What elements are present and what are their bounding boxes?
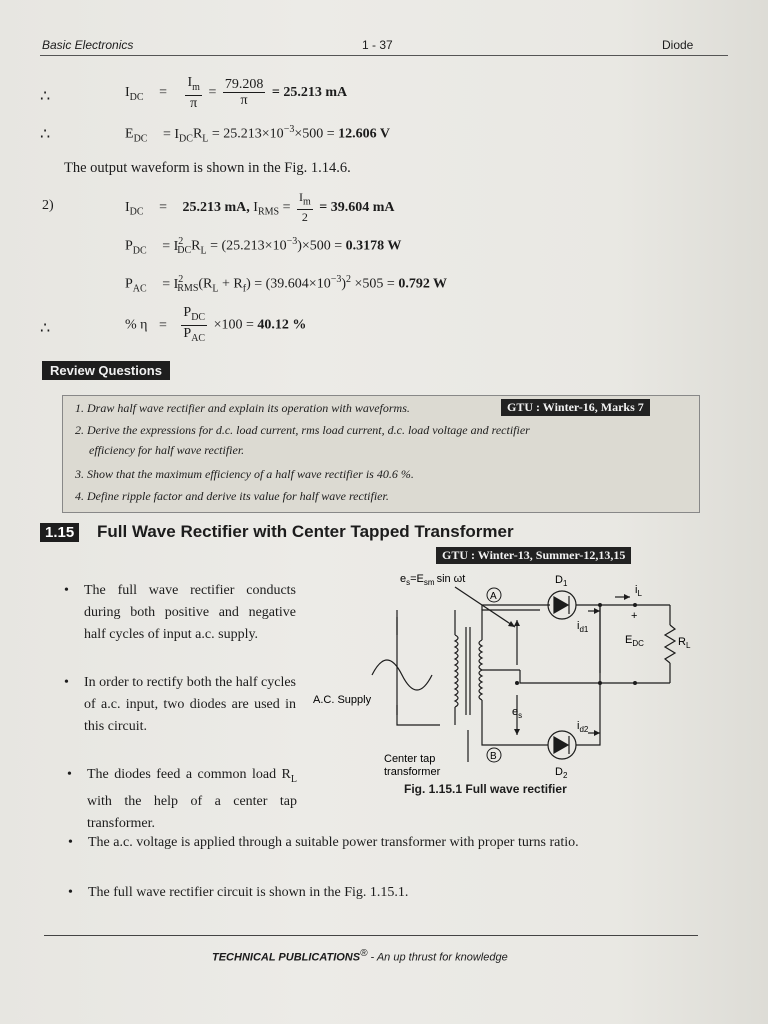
gtu-tag-q1: GTU : Winter-16, Marks 7 [501, 399, 650, 416]
node-a-label: A [490, 591, 497, 602]
review-question-3: 3. Show that the maximum efficiency of a half wave rectifier is 40.6 %. [75, 467, 414, 481]
footer-brand: TECHNICAL PUBLICATIONS [212, 951, 361, 964]
id2-label: $i_{d2}$ [577, 720, 589, 734]
load-resistor-icon [665, 625, 675, 663]
node-b-label: B [490, 751, 497, 762]
footer-tagline: - An up thrust for knowledge [367, 951, 508, 964]
footer [212, 948, 508, 964]
footer-rule [44, 935, 698, 936]
item-number-2: 2) [42, 198, 54, 213]
d1-label: $D_1$ [555, 574, 568, 588]
il-label: $i_L$ [635, 584, 642, 598]
bullet-common-load: • The diodes feed a common load $R_L$ with the help of a center tap transformer. [87, 764, 297, 835]
figure-caption: Fig. 1.15.1 Full wave rectifier [404, 782, 567, 796]
bullet-dot: • [64, 675, 69, 690]
center-tap-label-1: Center tap [384, 753, 436, 765]
header-book-title: Basic Electronics [42, 38, 134, 52]
section-title: Full Wave Rectifier with Center Tapped Transformer [97, 522, 514, 541]
primary-coil [455, 635, 458, 707]
therefore-symbol: ∴ [40, 320, 51, 337]
review-question-4: 4. Define ripple factor and derive its value for half wave rectifier. [75, 489, 389, 503]
therefore-symbol: ∴ [40, 126, 51, 143]
es2-label: $e_s$ [512, 706, 523, 720]
section-number: 1.15 [40, 523, 79, 542]
bullet-dot: • [68, 885, 73, 900]
equation-pac: $P_{AC} = I^2_{RMS}(R_L + R_f) = (39.604\times 10^{-3})^2 \times 505 = 0.792$ W [125, 274, 448, 295]
full-wave-rectifier-diagram [300, 565, 710, 780]
review-question-2-cont: efficiency for half wave rectifier. [89, 443, 245, 457]
d2-label: $D_2$ [555, 766, 568, 780]
bullet-circuit-shown: • The full wave rectifier circuit is shown in the Fig. 1.15.1. [88, 882, 700, 904]
equation-idc-irms: $I_{DC} = 25.213$ mA, $I_{RMS}$ = $\frac{I_m}{2}$ = 39.604 mA [125, 190, 395, 225]
bullet-two-diodes: • In order to rectify both the half cycles of a.c. input, two diodes are used in this circuit. [84, 672, 296, 738]
ac-sine-wave-icon [372, 660, 432, 690]
bullet-dot: • [67, 767, 72, 782]
review-questions-title: Review Questions [42, 361, 170, 380]
gtu-tag-section: GTU : Winter-13, Summer-12,13,15 [436, 547, 631, 564]
review-question-2: 2. Derive the expressions for d.c. load current, rms load current, d.c. load voltage and rectifier [75, 423, 530, 437]
bullet-dot: • [64, 583, 69, 598]
equation-pdc: $P_{DC} = I^2_{DC}R_L = (25.213\times 10^{-3})\times 500 = 0.3178$ W [125, 236, 402, 257]
review-question-1: 1. Draw half wave rectifier and explain its operation with waveforms. [75, 401, 410, 415]
bullet-dot: • [68, 835, 73, 850]
rl-label: $R_L$ [678, 636, 691, 650]
bullet-ac-voltage: • The a.c. voltage is applied through a suitable power transformer with proper turns ratio. [88, 832, 700, 854]
ac-lead-bottom [397, 705, 440, 725]
header-chapter: Diode [662, 38, 694, 52]
review-questions-box [62, 395, 700, 513]
bullet-conducts: • The full wave rectifier conducts during both positive and negative half cycles of input a.c. supply. [84, 580, 296, 646]
header-rule [40, 55, 728, 56]
secondary-coil [479, 640, 482, 700]
es-label: $e_s=E_{sm}$ sin ωt [400, 573, 466, 587]
registered-mark: ® [360, 948, 368, 959]
therefore-symbol: ∴ [40, 88, 51, 105]
header-page-number: 1 - 37 [362, 38, 393, 52]
id1-label: $i_{d1}$ [577, 620, 589, 634]
equation-efficiency: % η = $\frac{P_{DC}}{P_{AC}}$ ×100 = 40.12 % [125, 305, 307, 344]
output-waveform-text: The output waveform is shown in the Fig. 1.14.6. [64, 160, 351, 176]
center-tap-label-2: transformer [384, 766, 441, 778]
plus-sign: + [631, 610, 638, 622]
edc-label: $E_{DC}$ [625, 634, 644, 648]
equation-edc: $E_{DC} = I_{DC}R_L = 25.213\times 10^{-3}\times 500 = 12.606$ V [125, 124, 390, 145]
equation-idc: $I_{DC}$ = $\frac{I_m}{\pi}$ = $\frac{79.208}{\pi}$ = 25.213 mA [125, 75, 348, 111]
ac-supply-label: A.C. Supply [313, 694, 372, 706]
